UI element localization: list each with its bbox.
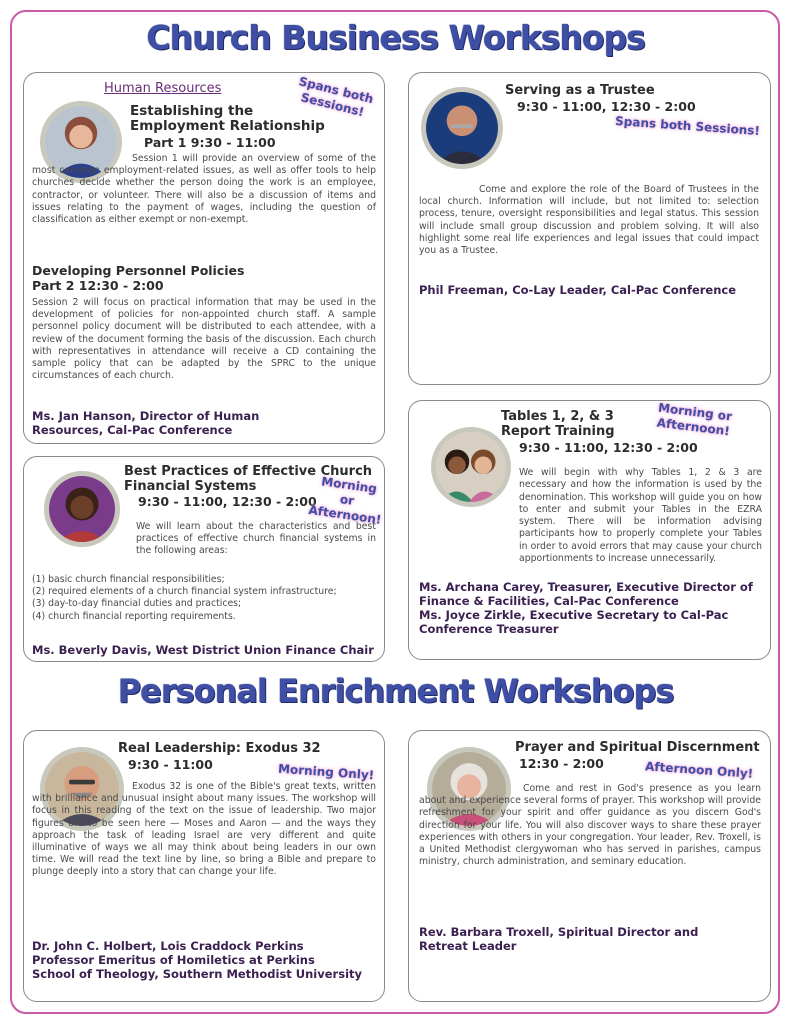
workshop-description: We will begin with why Tables 1, 2 & 3 are necessary and how the information is used by the denomination. This workshop will guide you on how to enter and submit your Tables in the EZRA system. There will be information advising participants how to properly complete your Tables in order to avoid errors that may cause your church apportionments to increase unnecessarily. <box>519 467 762 565</box>
list-item: (4) church financial reporting requirements. <box>32 610 236 622</box>
card-leadership <box>23 730 385 1002</box>
callout-badge: Afternoon Only! <box>644 759 754 781</box>
presenter-name: Rev. Barbara Troxell, Spiritual Director and Retreat Leader <box>419 925 699 953</box>
callout-badge: Spans both Sessions! <box>297 74 375 120</box>
list-item: (2) required elements of a church financial system infrastructure; <box>32 586 337 598</box>
workshop-time: 9:30 - 11:00 <box>128 757 213 772</box>
list-item: (1) basic church financial responsibilities; <box>32 574 225 585</box>
presenter-name: Ms. Beverly Davis, West District Union Finance Chair <box>32 643 374 657</box>
workshop-title: Tables 1, 2, & 3 Report Training <box>501 409 615 439</box>
presenter-photo <box>44 471 120 547</box>
workshop-time: 9:30 - 11:00, 12:30 - 2:00 <box>519 440 698 455</box>
callout-badge: Spans both Sessions! <box>614 113 761 139</box>
callout-badge: Morning or Afternoon! <box>307 474 383 527</box>
presenter-photo <box>431 427 511 507</box>
card-human-resources <box>23 72 385 444</box>
section-title-enrichment: Personal Enrichment Workshops <box>117 672 674 710</box>
workshop-description: Come and rest in God's presence as you learn about and experience several forms of prayer. This workshop will provide refreshment for your spirit and offer guidance as you discern God's direction for your life. You will also discover ways to share these prayer experiences with others in your congregation. Your leader, Rev. Troxell, is a United Methodist clergywoman who has served in parishes, campus ministry, church administration, and seminary education. <box>419 783 761 868</box>
workshop-description: Come and explore the role of the Board of Trustees in the local church. Information will include, but not limited to: selection process, tenure, oversight responsibilities and legal status. This session will include small group discussion and problem solving. It will also highlight some real life experiences and legal issues that could impact you as a Trustee. <box>419 184 759 257</box>
workshop-title: Best Practices of Effective Church Financial Systems <box>124 464 373 494</box>
workshop-title: Real Leadership: Exodus 32 <box>118 741 321 756</box>
workshop-description: Session 1 will provide an overview of some of the most common employment-related issues, as well as offer tools to help churches decide whether the person doing the work is an employee, contractor, or volunteer. There will also be a discussion of items and issues relating to the payment of wages, including the question of classification as either exempt or non-exempt. <box>32 153 376 226</box>
workshop-description: Exodus 32 is one of the Bible's great texts, written with brilliance and unusual insight about many issues. The workshop will focus in this reading of the text on the issue of leadership. Two major figures are to be seen here — Moses and Aaron — and the ways they approach the task of leading Israel are very different and quite illuminative of ways we all may think about being leaders in our own time. We will read the text line by line, so bring a Bible and prepare to plunge deeply into a story that can change your life. <box>32 781 376 878</box>
workshop-description: We will learn about the characteristics and best practices of effective church financial systems in the following areas: <box>136 521 376 557</box>
card-trustee <box>408 72 771 385</box>
workshop-title: Prayer and Spiritual Discernment <box>515 740 760 755</box>
workshop-time: 9:30 - 11:00, 12:30 - 2:00 <box>517 99 696 114</box>
presenter-photo <box>421 87 503 169</box>
list-item: (3) day-to-day financial duties and practices; <box>32 598 242 610</box>
callout-badge: Morning Only! <box>277 761 375 783</box>
workshop-subtitle: Developing Personnel Policies <box>32 263 245 278</box>
workshop-title: Serving as a Trustee <box>505 83 655 98</box>
presenter-name: Ms. Jan Hanson, Director of Human Resources, Cal-Pac Conference <box>32 409 260 437</box>
workshop-title: Establishing the Employment Relationship <box>130 103 325 134</box>
callout-badge: Morning or Afternoon! <box>656 400 733 439</box>
workshop-description-2: Session 2 will focus on practical information that may be used in the development of policies for non-appointed church staff. A sample personnel policy document will be distributed to each attendee, with a review of the document forming the basis of the discussion. Each church with representatives in attendance will receive a CD containing the sample policy that can be adapted by the SPRC to the unique circumstances of each church. <box>32 297 376 382</box>
workshop-time: 9:30 - 11:00, 12:30 - 2:00 <box>138 494 317 509</box>
workshop-subtime: Part 2 12:30 - 2:00 <box>32 278 164 293</box>
presenter-name: Ms. Archana Carey, Treasurer, Executive Director of Finance & Facilities, Cal-Pac Conference Ms. Joyce Zirkle, Executive Secretary to Cal-Pac Conference Treasurer <box>419 580 753 636</box>
card-finance <box>23 456 385 662</box>
card-prayer <box>408 730 771 1002</box>
workshop-time: Part 1 9:30 - 11:00 <box>144 135 276 150</box>
category-label: Human Resources <box>104 81 222 96</box>
workshop-list <box>32 574 378 623</box>
workshop-time: 12:30 - 2:00 <box>519 756 604 771</box>
presenter-name: Phil Freeman, Co-Lay Leader, Cal-Pac Conference <box>419 283 737 297</box>
card-tables <box>408 400 771 660</box>
section-title-business: Church Business Workshops <box>146 18 645 57</box>
presenter-name: Dr. John C. Holbert, Lois Craddock Perkins Professor Emeritus of Homiletics at Perkins School of Theology, Southern Methodist University <box>32 939 363 981</box>
